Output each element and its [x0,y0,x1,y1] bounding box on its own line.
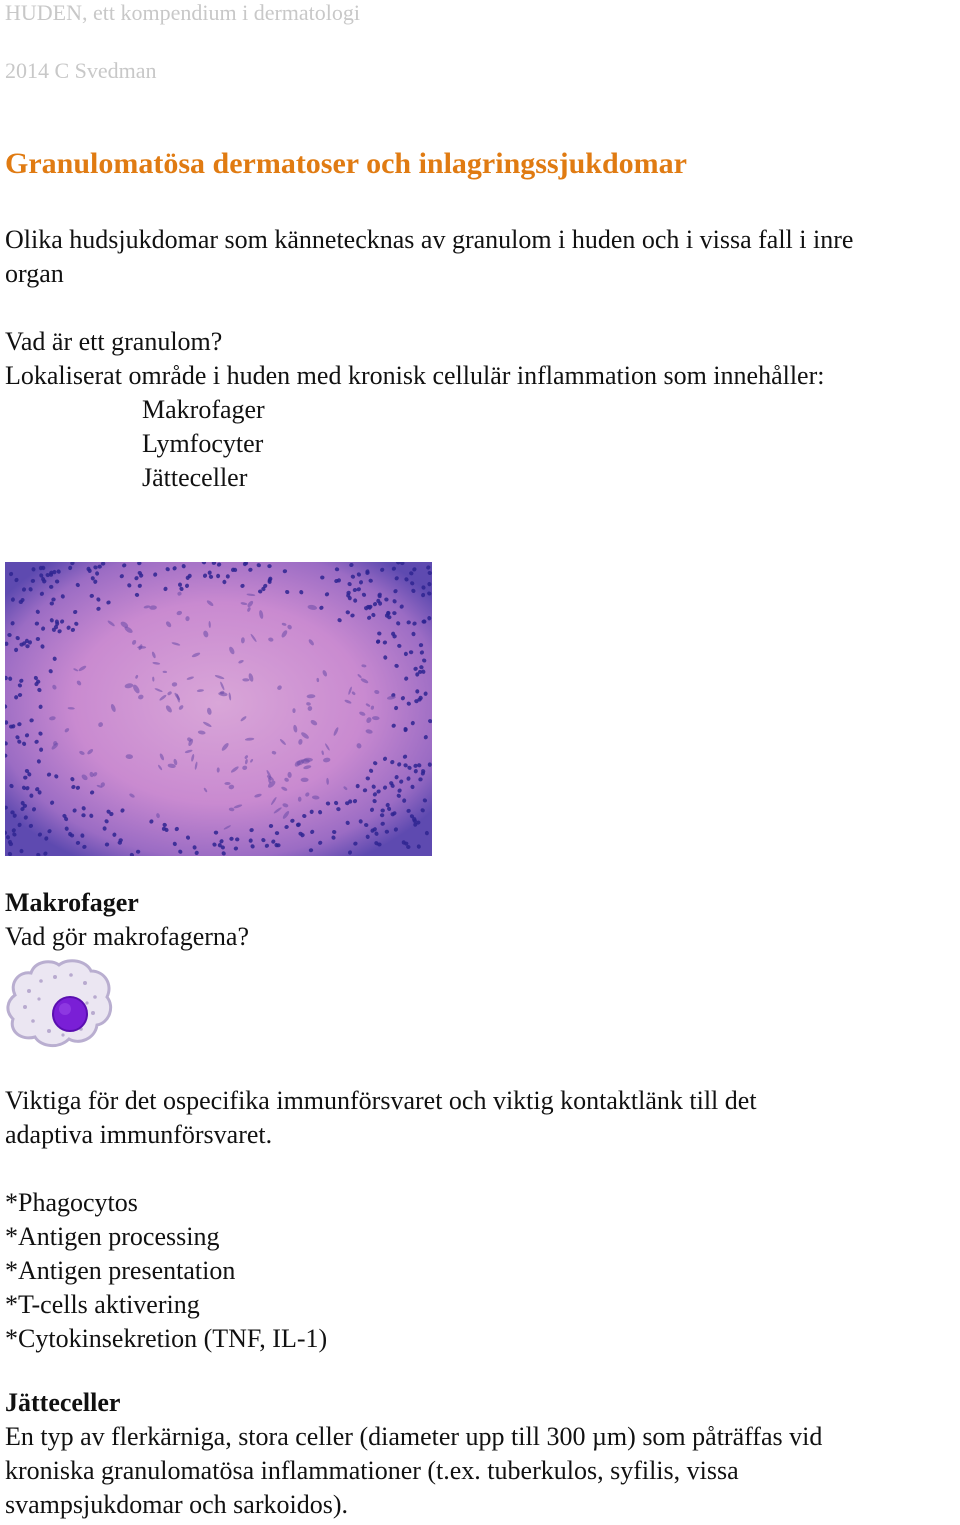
granulom-definition: Lokaliserat område i huden med kronisk cellulär inflammation som innehåller: [5,361,825,390]
jatteceller-line-1: En typ av flerkärniga, stora celler (diameter upp till 300 µm) som påträffas vid [5,1422,823,1451]
intro-line-2: organ [5,259,64,288]
function-t-cells-aktivering: *T-cells aktivering [5,1290,200,1319]
intro-line-1: Olika hudsjukdomar som kännetecknas av granulom i huden och i vissa fall i inre [5,225,854,254]
document-header-author: 2014 C Svedman [5,58,157,83]
component-lymfocyter: Lymfocyter [142,429,264,458]
jatteceller-line-3: svampsjukdomar och sarkoidos). [5,1490,349,1519]
makrofager-desc-line-2: adaptiva immunförsvaret. [5,1120,273,1149]
jatteceller-heading: Jätteceller [5,1388,121,1417]
function-antigen-presentation: *Antigen presentation [5,1256,236,1285]
section-title: Granulomatösa dermatoser och inlagringssjukdomar [5,147,687,180]
function-antigen-processing: *Antigen processing [5,1222,220,1251]
macrophage-cell-illustration [5,955,115,1050]
granulom-question: Vad är ett granulom? [5,327,223,356]
component-makrofager: Makrofager [142,395,265,424]
jatteceller-line-2: kroniska granulomatösa inflammationer (t.ex. tuberkulos, syfilis, vissa [5,1456,739,1485]
granuloma-histology-image [5,562,432,856]
makrofager-desc-line-1: Viktiga för det ospecifika immunförsvaret och viktig kontaktlänk till det [5,1086,757,1115]
function-phagocytos: *Phagocytos [5,1188,138,1217]
document-header-title: HUDEN, ett kompendium i dermatologi [5,0,360,25]
makrofager-question: Vad gör makrofagerna? [5,922,249,951]
component-jatteceller: Jätteceller [142,463,248,492]
function-cytokinsekretion: *Cytokinsekretion (TNF, IL-1) [5,1324,328,1353]
makrofager-heading: Makrofager [5,888,139,917]
